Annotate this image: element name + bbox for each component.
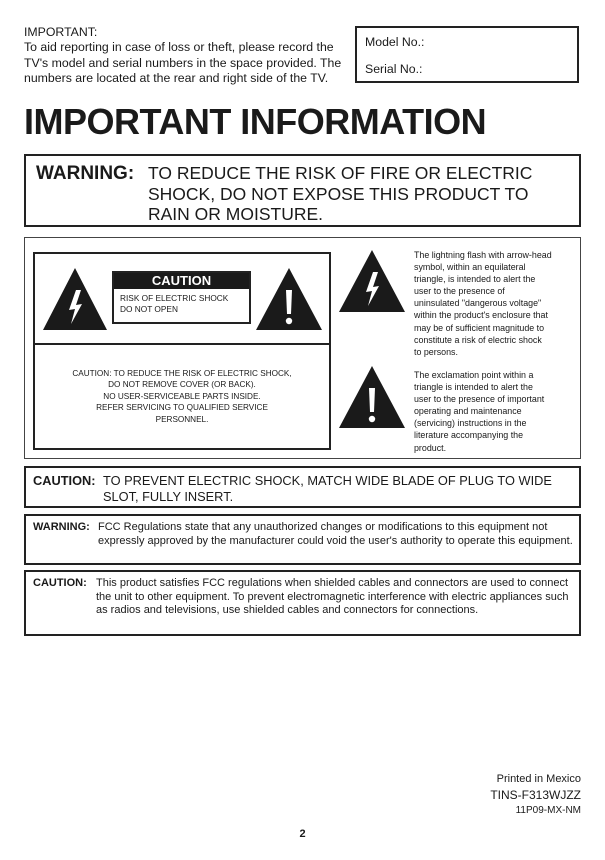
description-line: user to the presence of xyxy=(414,286,505,297)
description-line: to persons. xyxy=(414,346,458,357)
caution-label-divider xyxy=(33,343,331,345)
printed-in-label: Printed in Mexico xyxy=(496,773,581,785)
shielded-caution-text: This product satisfies FCC regulations when shielded cables and connectors are used to connect the unit to other equipment. To prevent electromagnetic interference with electric appliances such as radios and televisions, use shielded cables and connectors for connections. xyxy=(96,577,569,617)
page-number: 2 xyxy=(299,828,306,840)
caution-label xyxy=(112,271,251,324)
exclamation-symbol-description xyxy=(414,369,576,454)
caution-label-sub xyxy=(120,293,228,315)
description-line: triangle is intended to alert the xyxy=(414,382,533,393)
intro-note xyxy=(24,25,344,87)
caution-label-header: CAUTION xyxy=(114,273,249,289)
description-line: The lightning flash with arrow-head xyxy=(414,250,552,260)
description-line: uninsulated "dangerous voltage" xyxy=(414,298,542,309)
description-line: product. xyxy=(414,442,447,453)
caution-frame-line: NO USER-SERVICEABLE PARTS INSIDE. xyxy=(103,391,261,401)
shielded-caution-label: CAUTION: xyxy=(33,577,87,589)
model-number-label: Model No.: xyxy=(365,35,425,49)
intro-body: To aid reporting in case of loss or theft, please record the TV's model and serial numbers in the space provided. The numbers are located at the rear and right side of the TV. xyxy=(24,40,342,86)
exclamation-triangle-icon xyxy=(254,266,324,332)
fcc-warning-text: FCC Regulations state that any unauthorized changes or modifications to this equipment not expressly approved by the manufacturer could void the user's authority to operate this equipment. xyxy=(98,521,573,547)
description-line: triangle, is intended to alert the xyxy=(414,274,536,285)
lightning-triangle-icon xyxy=(41,266,109,332)
caution-frame-line: DO NOT REMOVE COVER (OR BACK). xyxy=(108,380,256,390)
lightning-triangle-icon xyxy=(337,248,407,314)
description-line: literature accompanying the xyxy=(414,430,524,441)
caution-frame-line: CAUTION: TO REDUCE THE RISK OF ELECTRIC SHOCK, xyxy=(72,369,292,378)
description-line: (servicing) instructions in the xyxy=(414,418,527,429)
description-line: The exclamation point within a xyxy=(414,370,534,380)
caution-frame-line: REFER SERVICING TO QUALIFIED SERVICE xyxy=(96,403,268,413)
caution-frame-text xyxy=(34,368,330,425)
caution-frame-line: PERSONNEL. xyxy=(155,414,209,424)
intro-heading: IMPORTANT: xyxy=(24,25,98,39)
description-line: within the product's enclosure that xyxy=(414,310,548,321)
plug-caution-box xyxy=(24,466,581,508)
description-line: constitute a risk of electric shock xyxy=(414,334,542,345)
warning-label: WARNING: xyxy=(36,163,135,184)
description-line: symbol, within an equilateral xyxy=(414,262,526,273)
serial-number-label: Serial No.: xyxy=(365,62,423,76)
fcc-warning-box xyxy=(24,514,581,565)
caution-label-line: RISK OF ELECTRIC SHOCK xyxy=(120,293,229,303)
moisture-warning-box xyxy=(24,154,581,227)
exclamation-triangle-icon xyxy=(337,364,407,430)
plug-caution-text: TO PREVENT ELECTRIC SHOCK, MATCH WIDE BLADE OF PLUG TO WIDE SLOT, FULLY INSERT. xyxy=(103,473,552,504)
description-line: may be of sufficient magnitude to xyxy=(414,322,545,333)
model-serial-record-box xyxy=(355,26,579,83)
lightning-symbol-description xyxy=(414,249,576,358)
shielded-cable-caution-box xyxy=(24,570,581,636)
caution-label-line: DO NOT OPEN xyxy=(120,304,178,314)
document-code: TINS-F313WJZZ xyxy=(490,788,581,802)
fcc-warning-label: WARNING: xyxy=(33,521,90,533)
page-title: IMPORTANT INFORMATION xyxy=(24,101,487,142)
description-line: operating and maintenance xyxy=(414,406,522,417)
document-sub-code: 11P09-MX-NM xyxy=(515,805,581,816)
description-line: user to the presence of important xyxy=(414,394,545,405)
plug-caution-label: CAUTION: xyxy=(33,473,96,488)
warning-text: TO REDUCE THE RISK OF FIRE OR ELECTRIC SHOCK, DO NOT EXPOSE THIS PRODUCT TO RAIN OR MOISTURE. xyxy=(148,163,533,224)
